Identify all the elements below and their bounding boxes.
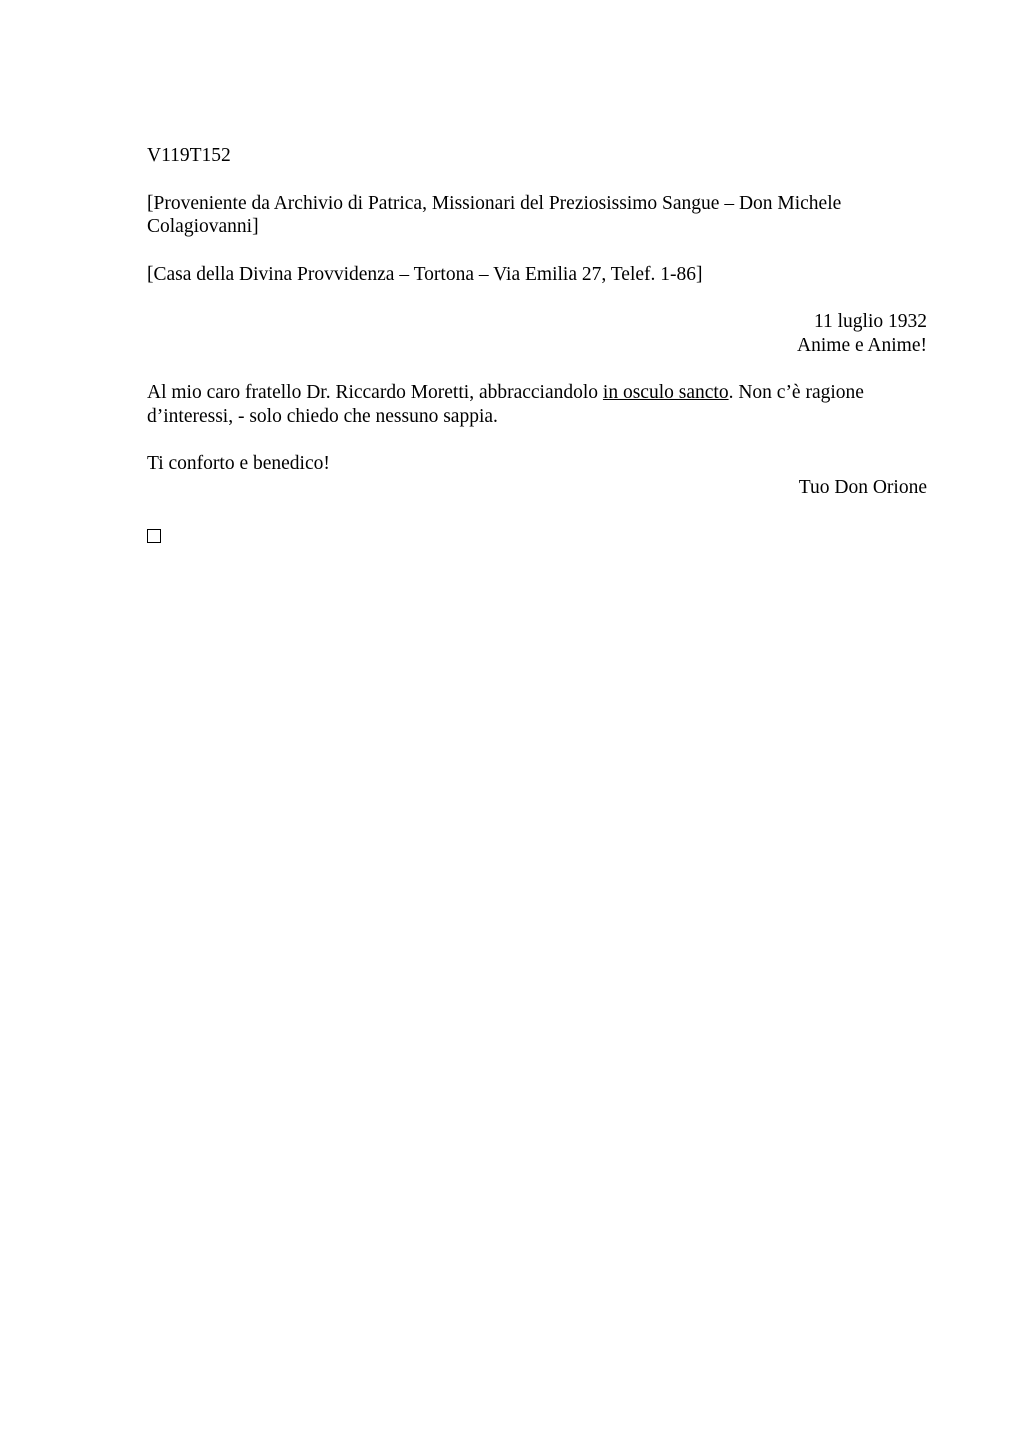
body-text-start: Al mio caro fratello Dr. Riccardo Moretti, abbracciandolo [147, 382, 603, 403]
checkbox-icon [147, 529, 161, 543]
letter-motto: Anime e Anime! [797, 334, 927, 356]
document-code: V119T152 [147, 145, 231, 166]
document-page [147, 144, 927, 543]
letterhead-note: [Casa della Divina Provvidenza – Tortona – Via Emilia 27, Telef. 1-86] [147, 263, 703, 285]
closing-line: Ti conforto e benedico! [147, 453, 330, 474]
date-block [147, 310, 927, 357]
provenance-note: [Proveniente da Archivio di Patrica, Missionari del Preziosissimo Sangue – Don Michele Colagiovanni] [147, 192, 842, 237]
letter-date: 11 luglio 1932 [813, 311, 927, 332]
body-text-end: . Non c’è ragione d’interessi, - solo chiedo che nessuno sappia. [147, 382, 864, 427]
letter-body [147, 381, 927, 428]
signature: Tuo Don Orione [798, 476, 927, 498]
body-underlined-phrase: in osculo sancto [602, 382, 729, 403]
